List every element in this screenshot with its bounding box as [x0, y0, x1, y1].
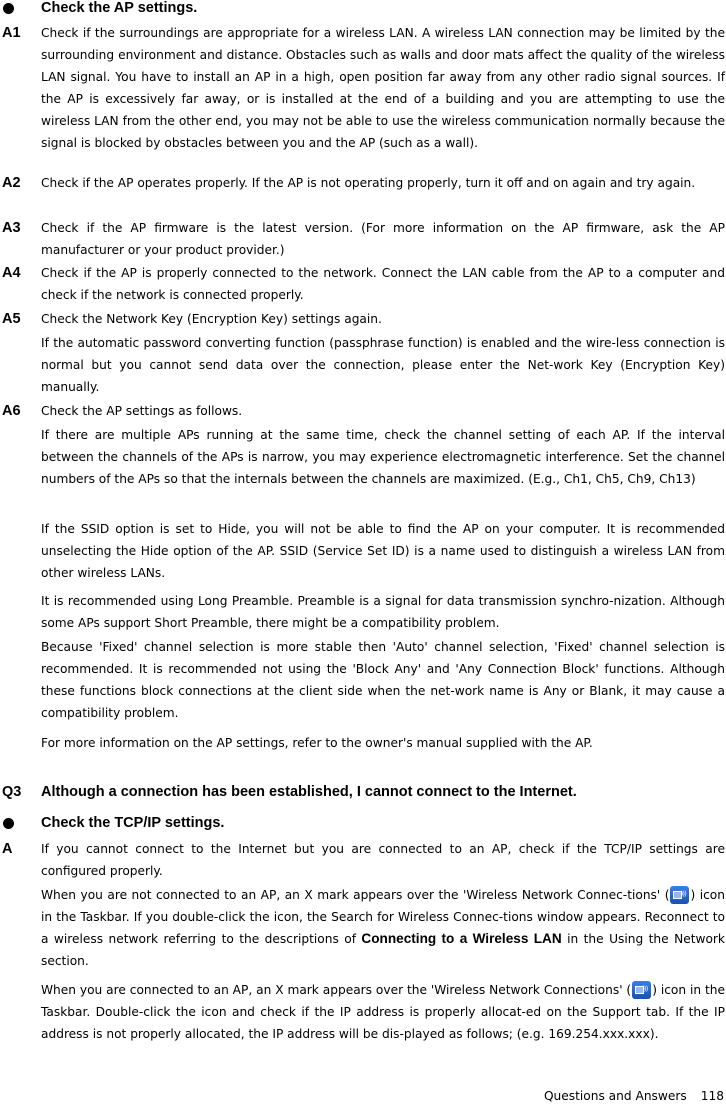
wireless-network-connections-icon: [632, 981, 651, 999]
answer-detail: Because 'Fixed' channel selection is more stable then 'Auto' channel selection, 'Fixed' channel selection is recommended. It is recommended not using the 'Block Any' and 'Any Connection Block' functions. Although these functions block connections at the client side when the net-work name is Any or Blank, it may cause a compatibility problem.: [41, 640, 725, 720]
answer-detail: For more information on the AP settings, refer to the owner's manual supplied with the AP.: [41, 736, 593, 750]
question-label: Q3: [2, 784, 22, 800]
answer-label: A: [2, 841, 13, 857]
paragraph-part: When you are not connected to an AP, an X mark appears over the 'Wireless Network Connec-tions' (: [41, 888, 670, 902]
bullet-icon: [3, 3, 14, 14]
paragraph-part: ) icon in the Taskbar. Double-click the icon and check if the IP address is properly allocat-ed on the Support tab. If the IP address is not properly allocated, the IP address will be dis-played as follows; (e.g. 169.254.xxx.xxx).: [41, 983, 725, 1041]
question-text: Although a connection has been established, I cannot connect to the Internet.: [41, 784, 577, 800]
answer-label: A3: [2, 220, 21, 236]
bullet-icon: [3, 818, 14, 829]
answer-text: If you cannot connect to the Internet but you are connected to an AP, check if the TCP/IP settings are configured properly.: [41, 842, 725, 878]
answer-text: Check if the AP is properly connected to the network. Connect the LAN cable from the AP to a computer and check if the network is connected properly.: [41, 266, 725, 302]
answer-label: A1: [2, 25, 21, 41]
answer-detail: If there are multiple APs running at the same time, check the channel setting of each AP. If the interval between the channels of the APs is narrow, you may experience electromagnetic interference. Set the channel numbers of the APs so that the internals between the channels are maximized. (E.g., Ch1, Ch5, Ch9, Ch13): [41, 428, 725, 486]
answer-text: Check the Network Key (Encryption Key) settings again.: [41, 312, 382, 326]
answer-label: A4: [2, 265, 21, 281]
answer-detail: If the automatic password converting function (passphrase function) is enabled and the wire-less connection is normal but you cannot send data over the connection, please enter the Net-work Key (Encryption Key) manually.: [41, 336, 725, 394]
answer-label: A5: [2, 311, 21, 327]
paragraph-part: ) icon in the Taskbar. If you double-click the icon, the Search for Wireless Connec-tions window appears. Reconnect to a wireless network referring to the descriptions of: [41, 888, 725, 946]
page-number: 118: [700, 1089, 724, 1103]
wireless-network-connections-icon: [670, 886, 689, 904]
answer-text: Check if the AP firmware is the latest version. (For more information on the AP firmware, ask the AP manufacturer or your product provider.): [41, 221, 725, 257]
answer-text: Check the AP settings as follows.: [41, 404, 243, 418]
tcpip-heading: Check the TCP/IP settings.: [41, 815, 225, 831]
paragraph-text: [41, 884, 725, 972]
answer-detail: If the SSID option is set to Hide, you will not be able to find the AP on your computer. It is recommended unselecting the Hide option of the AP. SSID (Service Set ID) is a name used to distinguish a wireless LAN from other wireless LANs.: [41, 522, 725, 580]
answer-text: Check if the surroundings are appropriate for a wireless LAN. A wireless LAN connection may be limited by the surrounding environment and distance. Obstacles such as walls and door mats affect the quality of the wireless LAN signal. You have to install an AP in a high, open position far away from any other radio signal sources. If the AP is excessively far away, or is installed at the end of a building and you are attempting to use the wireless LAN from the other end, you may not be able to use the wireless communication normally because the signal is blocked by obstacles between you and the AP (such as a wall).: [41, 26, 725, 150]
connecting-wireless-lan-link: Connecting to a Wireless LAN: [361, 931, 562, 946]
answer-label: A2: [2, 175, 21, 191]
footer-section: Questions and Answers: [543, 1089, 687, 1103]
paragraph-text: [41, 979, 725, 1045]
answer-detail: It is recommended using Long Preamble. Preamble is a signal for data transmission synchro-nization. Although some APs support Short Preamble, there might be a compatibility problem.: [41, 594, 725, 630]
answer-text: Check if the AP operates properly. If the AP is not operating properly, turn it off and on again and try again.: [41, 176, 696, 190]
ap-settings-heading: Check the AP settings.: [41, 0, 198, 16]
answer-label: A6: [2, 403, 21, 419]
paragraph-part: When you are connected to an AP, an X mark appears over the 'Wireless Network Connections' (: [41, 983, 632, 997]
paragraph-part: in the Using the Network section.: [41, 932, 725, 968]
page-footer: [544, 1088, 724, 1104]
